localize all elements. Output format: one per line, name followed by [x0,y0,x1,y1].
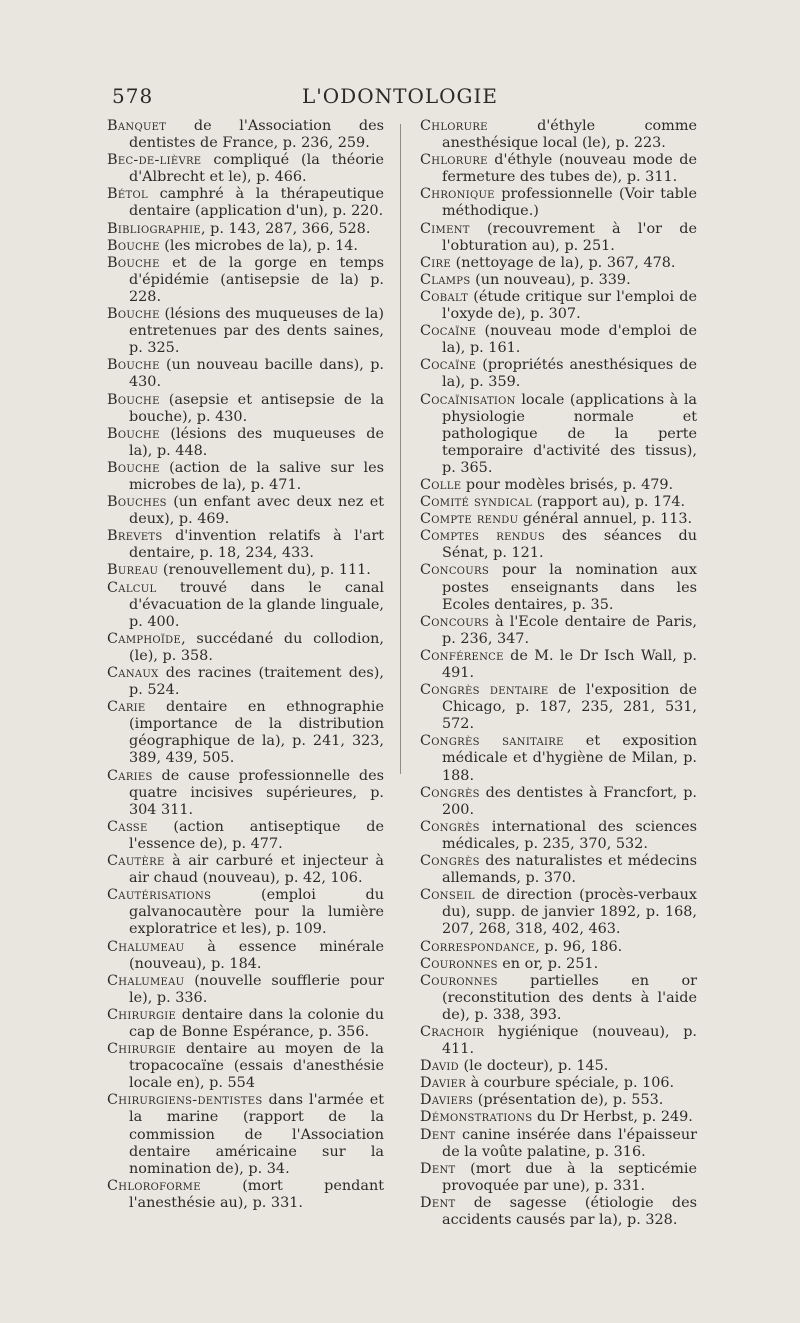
index-entry-keyword: Cautérisations [107,887,212,904]
index-entry [420,221,697,255]
index-entry-text: pour modèles brisés, p. 479. [461,476,674,493]
index-entry [107,973,384,1007]
index-entry [107,152,384,186]
index-entry [420,289,697,323]
index-entry [420,323,697,357]
index-entry [107,460,384,494]
index-entry [420,477,697,494]
index-entry [107,1041,384,1092]
index-entry-keyword: Bouche [107,237,160,254]
index-entry [107,853,384,887]
index-entry-keyword: Camphoïde [107,630,182,647]
index-entry-text: de direction (procès-verbaux du), supp. de janvier 1892, p. 168, 207, 268, 318, 402, 463. [442,887,697,938]
index-entry-keyword: Couronnes [420,972,498,989]
index-entry [107,221,384,238]
index-entry-text: d'éthyle (nouveau mode de fermeture des tubes de), p. 311. [442,152,697,186]
index-entry-text: canine insérée dans l'épaisseur de la voûte palatine, p. 316. [442,1126,697,1160]
index-entry-text: (mort pendant l'anesthésie au), p. 331. [129,1177,384,1211]
index-entry [420,1195,697,1229]
index-entry [107,819,384,853]
index-entry-keyword: Clamps [420,271,471,288]
index-entry-keyword: Bureau [107,562,159,579]
index-entry [107,631,384,665]
index-entry-keyword: Bétol [107,186,148,203]
index-entry-keyword: Cocaïne [420,323,477,340]
index-entry [420,511,697,528]
index-entry-text: pour la nomination aux postes enseignants dans les Ecoles dentaires, p. 35. [442,562,697,613]
index-entry [420,186,697,220]
index-entry-keyword: Chirurgiens-dentistes [107,1092,263,1109]
index-entry-keyword: Bouche [107,425,160,442]
index-entry [420,853,697,887]
index-entry-keyword: Dent [420,1126,456,1143]
index-entry-keyword: Cire [420,254,451,271]
index-column-right [420,118,697,1229]
index-entry [420,1161,697,1195]
index-entry-text: de M. le Dr Isch Wall, p. 491. [442,647,697,681]
index-entry-keyword: Congrès dentaire [420,682,549,699]
index-entry-text: en or, p. 251. [497,955,599,972]
index-entry-text: dentaire au moyen de la tropacocaïne (essais d'anesthésie locale en), p. 554 [129,1041,384,1092]
index-entry [420,1092,697,1109]
index-entry-keyword: Casse [107,818,148,835]
index-entry-keyword: Chlorure [420,152,488,169]
index-entry [107,528,384,562]
index-entry-text: (action antiseptique de l'essence de), p. 477. [129,818,384,852]
index-entry [107,562,384,579]
index-entry [420,1127,697,1161]
index-entry-text: du Dr Herbst, p. 249. [532,1109,693,1126]
index-entry-text: dentaire dans la colonie du cap de Bonne Espérance, p. 356. [129,1006,384,1040]
index-entry-keyword: Chirurgie [107,1041,177,1058]
index-entry [107,392,384,426]
index-entry [107,1007,384,1041]
index-entry-text: (propriétés anesthésiques de la), p. 359. [442,357,697,391]
index-entry-keyword: Calcul [107,579,157,596]
index-entry [420,887,697,938]
index-entry-keyword: Bouches [107,494,167,511]
index-entry-text: (nouvelle soufflerie pour le), p. 336. [129,972,384,1006]
index-entry-text: des racines (traitement des), p. 524. [129,665,384,699]
index-entry-keyword: Chalumeau [107,972,185,989]
index-entry [107,939,384,973]
index-entry [107,357,384,391]
index-entry-text: d'éthyle comme anesthésique local (le), p. 223. [442,118,697,152]
index-entry-text: (recouvrement à l'or de l'obturation au), p. 251. [442,220,697,254]
index-entry-text: (mort due à la septicémie provoquée par une), p. 331. [442,1160,697,1194]
index-entry [420,973,697,1024]
index-entry [420,733,697,784]
index-entry [420,118,697,152]
index-entry-text: de cause professionnelle des quatre incisives supérieures, p. 304 311. [129,767,384,818]
index-entry [107,494,384,528]
index-entry-keyword: Concours [420,562,490,579]
index-entry-keyword: Conférence [420,647,504,664]
index-entry [420,357,697,391]
index-entry [420,1109,697,1126]
running-head: L'ODONTOLOGIE [302,84,498,108]
index-entry-text: camphré à la thérapeutique dentaire (application d'un), p. 220. [129,186,384,220]
index-entry-keyword: Carie [107,699,146,716]
index-entry [420,1024,697,1058]
index-entry-keyword: Congrès [420,853,480,870]
index-entry-keyword: Dent [420,1194,456,1211]
index-entry-keyword: Chalumeau [107,938,185,955]
index-entry-text: à air carburé et injecteur à air chaud (nouveau), p. 42, 106. [129,853,384,887]
index-entry-keyword: Bibliographie [107,220,202,237]
index-entry-keyword: Chloroforme [107,1177,201,1194]
index-entry-text: de l'Association des dentistes de France, p. 236, 259. [129,118,384,152]
index-entry-keyword: Couronnes [420,955,498,972]
index-entry-text: , p. 143, 287, 366, 528. [201,220,371,237]
index-entry-keyword: Conseil [420,887,475,904]
index-entry-keyword: Bec-de-lièvre [107,152,202,169]
index-entry [107,306,384,357]
index-entry-keyword: Cautère [107,853,165,870]
index-entry-keyword: Banquet [107,118,167,134]
index-entry-keyword: Canaux [107,665,159,681]
index-entry-keyword: Cocaïnisation [420,391,516,408]
index-entry-text: partielles en or (reconstitution des dents à l'aide de), p. 338, 393. [442,972,697,1023]
index-entry-text: de l'exposition de Chicago, p. 187, 235, 281, 531, 572. [442,682,697,733]
index-entry-text: (asepsie et antisepsie de la bouche), p. 430. [129,391,384,425]
index-entry [107,186,384,220]
index-entry [107,426,384,460]
index-entry-text: (un nouveau), p. 339. [470,271,631,288]
index-entry [107,118,384,152]
index-entry-keyword: Brevets [107,528,163,545]
index-entry-keyword: Dent [420,1160,456,1177]
index-entry [107,887,384,938]
index-entry [107,665,384,699]
index-entry [420,562,697,613]
index-entry-keyword: Correspondance [420,938,536,955]
column-divider [400,124,401,774]
index-entry [420,272,697,289]
index-entry-keyword: Concours [420,613,490,630]
index-entry-text: à essence minérale (nouveau), p. 184. [129,938,384,972]
index-entry-text: de sagesse (étiologie des accidents causés par la), p. 328. [442,1194,697,1228]
index-entry [420,392,697,477]
index-entry-keyword: Cobalt [420,288,469,305]
index-entry [420,152,697,186]
index-entry-text: à l'Ecole dentaire de Paris, p. 236, 347. [442,613,697,647]
index-entry-text: dentaire en ethnographie (importance de la distribution géographique de la), p. 241, 323, 389, 439, 505. [129,699,384,767]
index-entry-keyword: Congrès sanitaire [420,733,564,750]
index-entry-text: des dentistes à Francfort, p. 200. [442,784,697,818]
index-entry-keyword: Bouche [107,357,160,374]
index-entry-keyword: Chlorure [420,118,488,134]
index-entry-text: , p. 96, 186. [535,938,623,955]
index-entry-text: professionnelle (Voir table méthodique.) [442,186,697,220]
index-entry [107,768,384,819]
index-entry-keyword: Comptes rendus [420,528,545,545]
index-entry-keyword: Bouche [107,254,160,271]
index-entry [420,528,697,562]
index-entry-text: des naturalistes et médecins allemands, p. 370. [442,853,697,887]
index-entry-text: (un enfant avec deux nez et deux), p. 469. [129,494,384,528]
index-entry [420,1075,697,1092]
index-entry-keyword: Ciment [420,220,470,237]
index-entry-text: (action de la salive sur les microbes de la), p. 471. [129,459,384,493]
index-entry-text: (renouvellement du), p. 111. [158,562,371,579]
index-entry-keyword: Congrès [420,818,480,835]
index-entry-keyword: Cocaïne [420,357,477,374]
index-entry-keyword: Bouche [107,391,160,408]
index-entry-text: d'invention relatifs à l'art dentaire, p. 18, 234, 433. [129,528,384,562]
index-entry-keyword: Chirurgie [107,1006,177,1023]
page-number: 578 [112,84,154,108]
index-entry [420,1058,697,1075]
index-entry-text: dans l'armée et la marine (rapport de la commission de l'Association dentaire américaine sur la nomination de), p. 34. [129,1092,384,1177]
index-entry-keyword: Crachoir [420,1023,485,1040]
index-entry-text: (lésions des muqueuses de la), p. 448. [129,425,384,459]
index-entry-text: (rapport au), p. 174. [532,494,686,511]
index-entry-text: international des sciences médicales, p. 235, 370, 532. [442,818,697,852]
index-entry [420,785,697,819]
index-entry-text: (nettoyage de la), p. 367, 478. [451,254,676,271]
index-entry [107,580,384,631]
index-entry-keyword: David [420,1058,459,1075]
index-entry-text: (nouveau mode d'emploi de la), p. 161. [442,323,697,357]
index-entry-text: compliqué (la théorie d'Albrecht et le), p. 466. [129,152,384,186]
index-entry-text: (un nouveau bacille dans), p. 430. [129,357,384,391]
index-entry-keyword: Chronique [420,186,495,203]
index-entry-keyword: Davier [420,1075,467,1092]
index-entry-keyword: Caries [107,767,153,784]
index-entry-text: (le docteur), p. 145. [458,1058,609,1075]
index-entry-text: à courbure spéciale, p. 106. [466,1075,675,1092]
index-entry [420,956,697,973]
index-entry-text: (lésions des muqueuses de la) entretenues par des dents saines, p. 325. [129,306,384,357]
index-entry-text: (présentation de), p. 553. [473,1092,664,1109]
index-entry [107,699,384,767]
index-entry-text: (étude critique sur l'emploi de l'oxyde de), p. 307. [442,288,697,323]
index-entry-text: et exposition médicale et d'hygiène de Milan, p. 188. [442,733,698,784]
index-entry-text: des séances du Sénat, p. 121. [442,528,697,562]
index-entry-keyword: Bouche [107,306,160,323]
index-column-left [107,118,384,1212]
index-entry-keyword: Colle [420,476,462,493]
index-entry [420,682,697,733]
index-entry-text: hygiénique (nouveau), p. 411. [442,1023,697,1058]
index-entry-text: et de la gorge en temps d'épidémie (antisepsie de la) p. 228. [129,254,384,305]
index-entry [420,648,697,682]
index-entry-text: (emploi du galvanocautère pour la lumière exploratrice et les), p. 109. [129,887,384,938]
index-entry-keyword: Daviers [420,1092,474,1109]
index-entry [420,614,697,648]
index-entry-text: , succédané du collodion, (le), p. 358. [129,630,384,664]
index-entry [420,494,697,511]
index-entry [107,1092,384,1177]
index-entry-text: locale (applications à la physiologie normale et pathologique de la perte temporaire d'activité des tissus), p. 365. [442,391,697,476]
index-entry-keyword: Compte rendu [420,511,519,528]
index-entry [420,819,697,853]
index-entry-text: général annuel, p. 113. [518,511,693,528]
index-entry-keyword: Bouche [107,459,160,476]
index-entry-keyword: Congrès [420,784,480,801]
index-entry-keyword: Démonstrations [420,1109,533,1126]
index-entry [107,238,384,255]
index-entry-text: (les microbes de la), p. 14. [159,237,358,254]
index-entry [420,939,697,956]
index-entry-text: trouvé dans le canal d'évacuation de la glande linguale, p. 400. [129,579,384,630]
index-entry [107,255,384,306]
index-entry [107,1178,384,1212]
index-entry [420,255,697,272]
index-entry-keyword: Comité syndical [420,494,533,511]
